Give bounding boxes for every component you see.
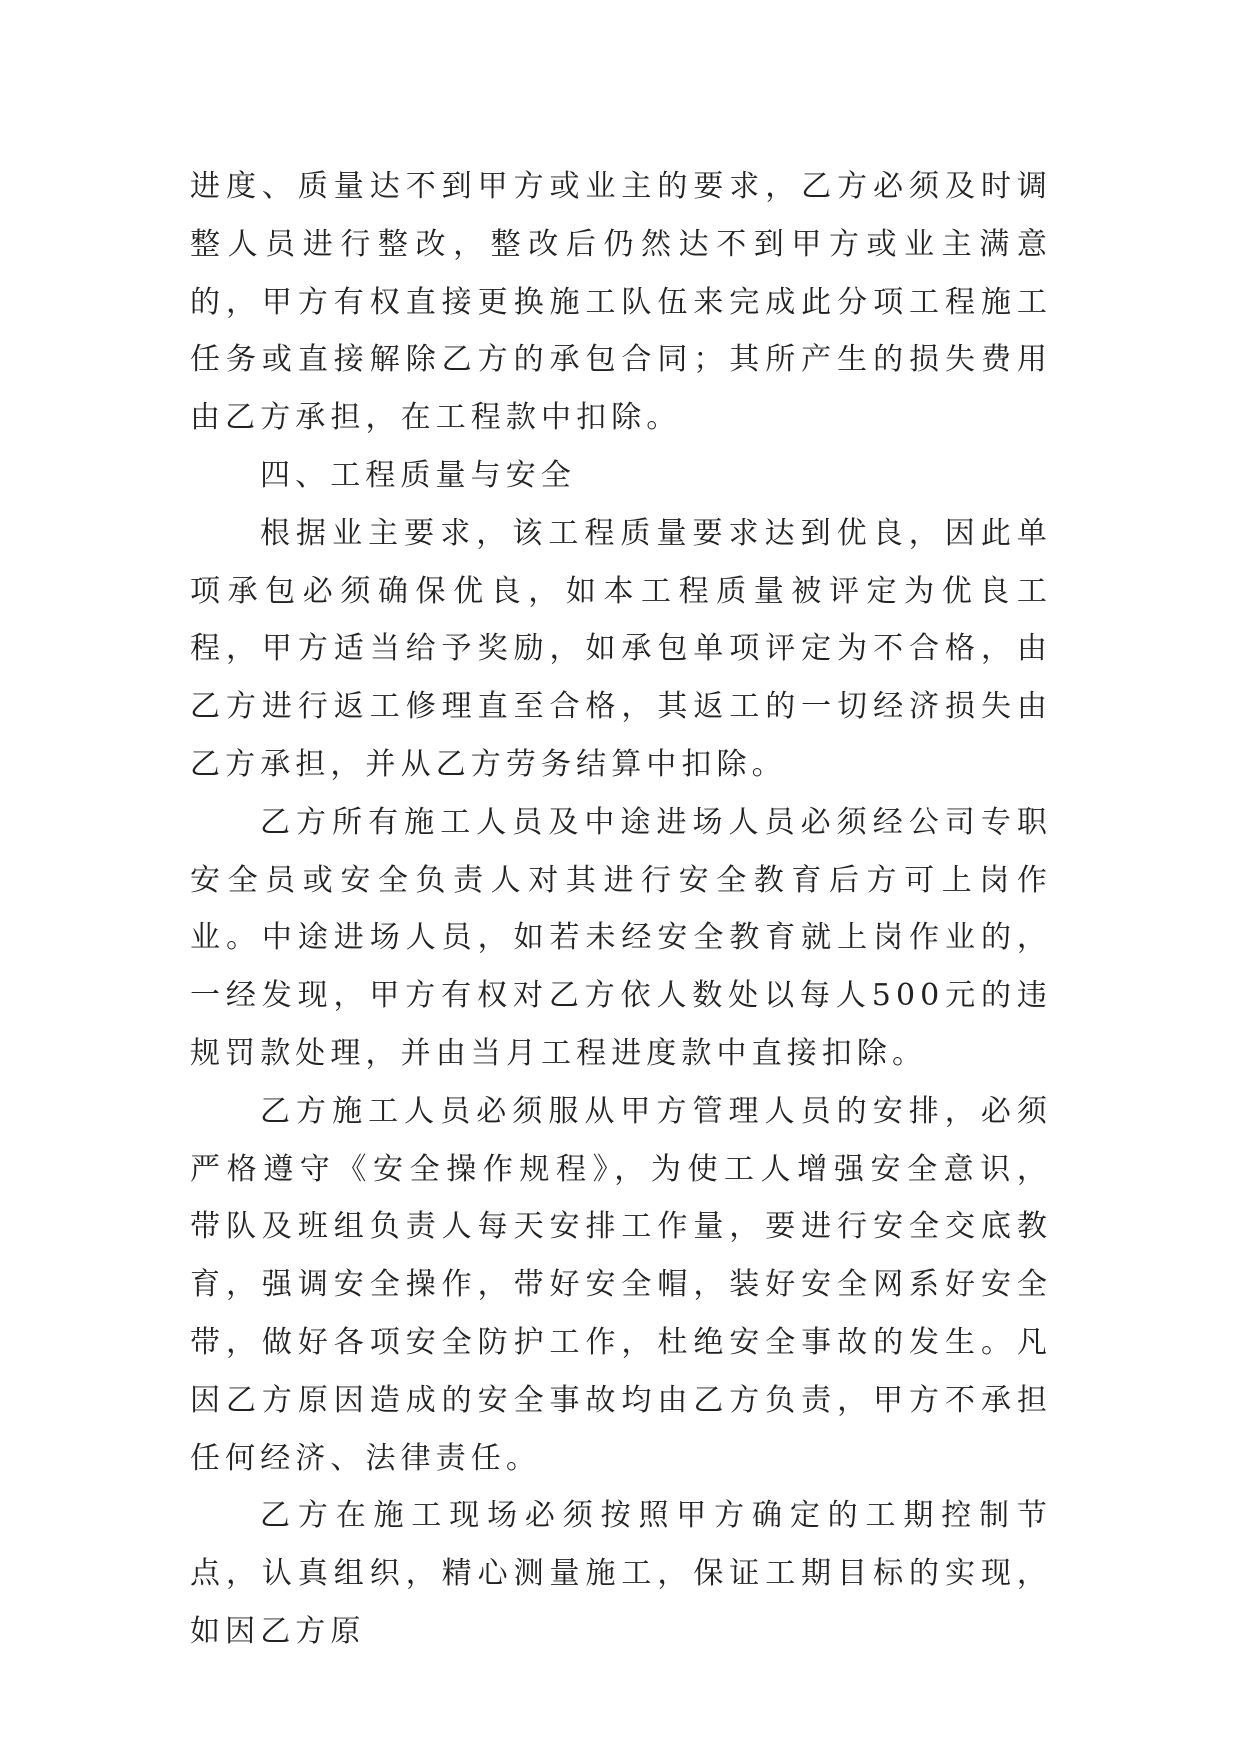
paragraph-continuation: 进度、质量达不到甲方或业主的要求，乙方必须及时调整人员进行整改，整改后仍然达不到甲方或业主满意的，甲方有权直接更换施工队伍来完成此分项工程施工任务或直接解除乙方的承包合同；其所产生的损失费用由乙方承担，在工程款中扣除。 [190, 169, 1052, 436]
paragraph-safety-education: 乙方所有施工人员及中途进场人员必须经公司专职安全员或安全负责人对其进行安全教育后方可上岗作业。中途进场人员，如若未经安全教育就上岗作业的，一经发现，甲方有权对乙方依人数处以每人500元的违规罚款处理，并由当月工程进度款中直接扣除。 [190, 804, 1052, 1071]
paragraph-schedule: 乙方在施工现场必须按照甲方确定的工期控制节点，认真组织，精心测量施工，保证工期目标的实现，如因乙方原 [190, 1498, 1052, 1649]
document-body [190, 158, 1052, 1661]
paragraph-quality: 根据业主要求，该工程质量要求达到优良，因此单项承包必须确保优良，如本工程质量被评定为优良工程，甲方适当给予奖励，如承包单项评定为不合格，由乙方进行返工修理直至合格，其返工的一切经济损失由乙方承担，并从乙方劳务结算中扣除。 [190, 515, 1052, 782]
section-heading: 四、工程质量与安全 [260, 457, 576, 493]
paragraph-safety-rules: 乙方施工人员必须服从甲方管理人员的安排，必须严格遵守《安全操作规程》，为使工人增强安全意识，带队及班组负责人每天安排工作量，要进行安全交底教育，强调安全操作，带好安全帽，装好安全网系好安全带，做好各项安全防护工作，杜绝安全事故的发生。凡因乙方原因造成的安全事故均由乙方负责，甲方不承担任何经济、法律责任。 [190, 1093, 1052, 1476]
